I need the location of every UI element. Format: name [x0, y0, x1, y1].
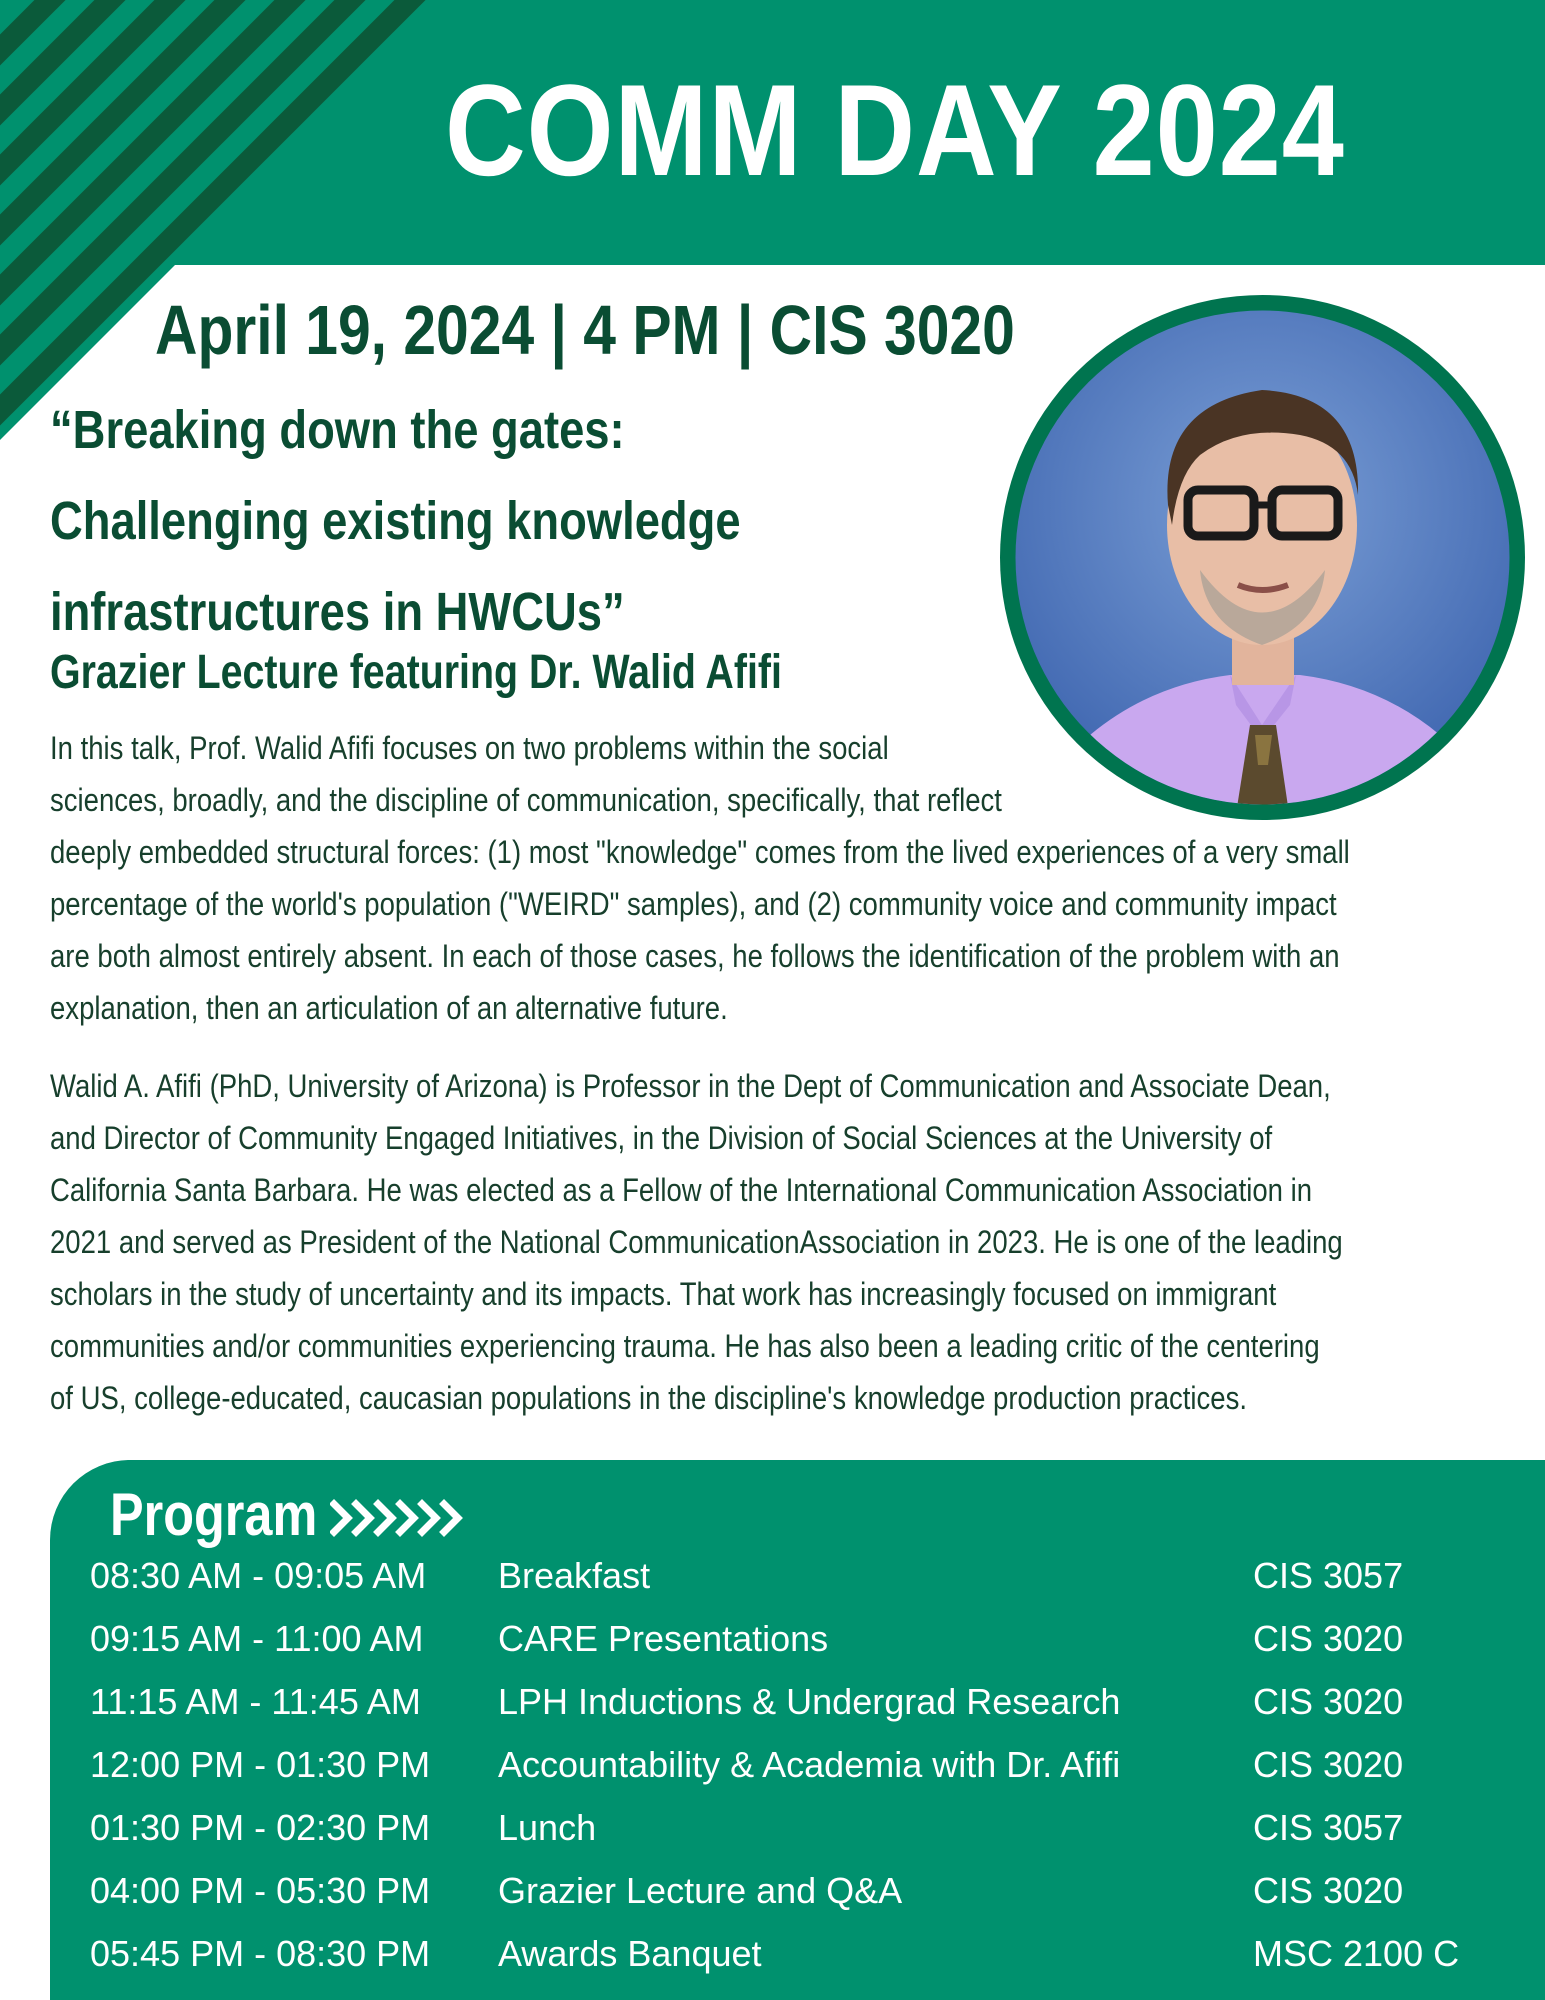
table-row	[90, 1796, 1510, 1859]
program-event: Lunch	[498, 1806, 597, 1848]
program-time: 08:30 AM - 09:05 AM	[90, 1554, 427, 1596]
lecture-subtitle: Grazier Lecture featuring Dr. Walid Afifi	[50, 646, 782, 699]
program-schedule	[90, 1544, 1510, 1985]
bio-line: scholars in the study of uncertainty and its impacts. That work has increasingly focused on immigrant	[50, 1276, 1277, 1312]
program-heading: Program	[110, 1481, 318, 1548]
abstract-line: percentage of the world's population ("WEIRD" samples), and (2) community voice and community impact	[50, 886, 1337, 922]
program-room: CIS 3020	[1253, 1869, 1404, 1911]
chevrons-right-icon	[330, 1498, 490, 1538]
table-row	[90, 1607, 1510, 1670]
talk-title-line: “Breaking down the gates:	[50, 400, 625, 460]
program-event: Awards Banquet	[498, 1932, 762, 1974]
program-room: CIS 3057	[1253, 1806, 1404, 1848]
bio-line: communities and/or communities experiencing trauma. He has also been a leading critic of the centering	[50, 1328, 1320, 1364]
bio-line: and Director of Community Engaged Initiatives, in the Division of Social Sciences at the University of	[50, 1120, 1273, 1156]
speaker-bio	[50, 1060, 1343, 1424]
program-room: CIS 3020	[1253, 1743, 1404, 1785]
table-row	[90, 1733, 1510, 1796]
bio-line: Walid A. Afifi (PhD, University of Arizona) is Professor in the Dept of Communication and Associate Dean,	[50, 1068, 1331, 1104]
program-event: CARE Presentations	[498, 1617, 829, 1659]
page-title: COMM DAY 2024	[445, 57, 1345, 203]
program-event: Accountability & Academia with Dr. Afifi	[498, 1743, 1121, 1785]
table-row	[90, 1922, 1510, 1985]
talk-title-line: infrastructures in HWCUs”	[50, 582, 625, 642]
program-time: 05:45 PM - 08:30 PM	[90, 1932, 431, 1974]
program-event: Grazier Lecture and Q&A	[498, 1869, 903, 1911]
abstract-line: explanation, then an articulation of an alternative future.	[50, 990, 728, 1026]
bio-line: California Santa Barbara. He was elected as a Fellow of the International Communication Association in	[50, 1172, 1313, 1208]
talk-title	[50, 385, 806, 658]
program-room: CIS 3020	[1253, 1680, 1404, 1722]
talk-abstract	[50, 722, 1350, 1034]
table-row	[90, 1670, 1510, 1733]
program-event: Breakfast	[498, 1554, 651, 1596]
program-room: CIS 3057	[1253, 1554, 1404, 1596]
event-date-time-location: April 19, 2024 | 4 PM | CIS 3020	[155, 291, 1015, 369]
abstract-line: In this talk, Prof. Walid Afifi focuses on two problems within the social	[50, 730, 889, 766]
program-time: 09:15 AM - 11:00 AM	[90, 1617, 424, 1659]
program-room: CIS 3020	[1253, 1617, 1404, 1659]
program-time: 12:00 PM - 01:30 PM	[90, 1743, 431, 1785]
abstract-line: are both almost entirely absent. In each of those cases, he follows the identification of the problem with an	[50, 938, 1340, 974]
program-room: MSC 2100 C	[1253, 1932, 1460, 1974]
table-row	[90, 1859, 1510, 1922]
table-row	[90, 1544, 1510, 1607]
bio-line: 2021 and served as President of the National CommunicationAssociation in 2023. He is one of the leading	[50, 1224, 1343, 1260]
program-time: 04:00 PM - 05:30 PM	[90, 1869, 431, 1911]
talk-title-line: Challenging existing knowledge	[50, 491, 741, 551]
bio-line: of US, college-educated, caucasian populations in the discipline's knowledge production practices.	[50, 1380, 1247, 1416]
abstract-line: deeply embedded structural forces: (1) most "knowledge" comes from the lived experiences of a very small	[50, 834, 1350, 870]
program-event: LPH Inductions & Undergrad Research	[498, 1680, 1121, 1722]
abstract-line: sciences, broadly, and the discipline of communication, specifically, that reflect	[50, 782, 1002, 818]
program-time: 01:30 PM - 02:30 PM	[90, 1806, 431, 1848]
program-time: 11:15 AM - 11:45 AM	[90, 1680, 421, 1722]
